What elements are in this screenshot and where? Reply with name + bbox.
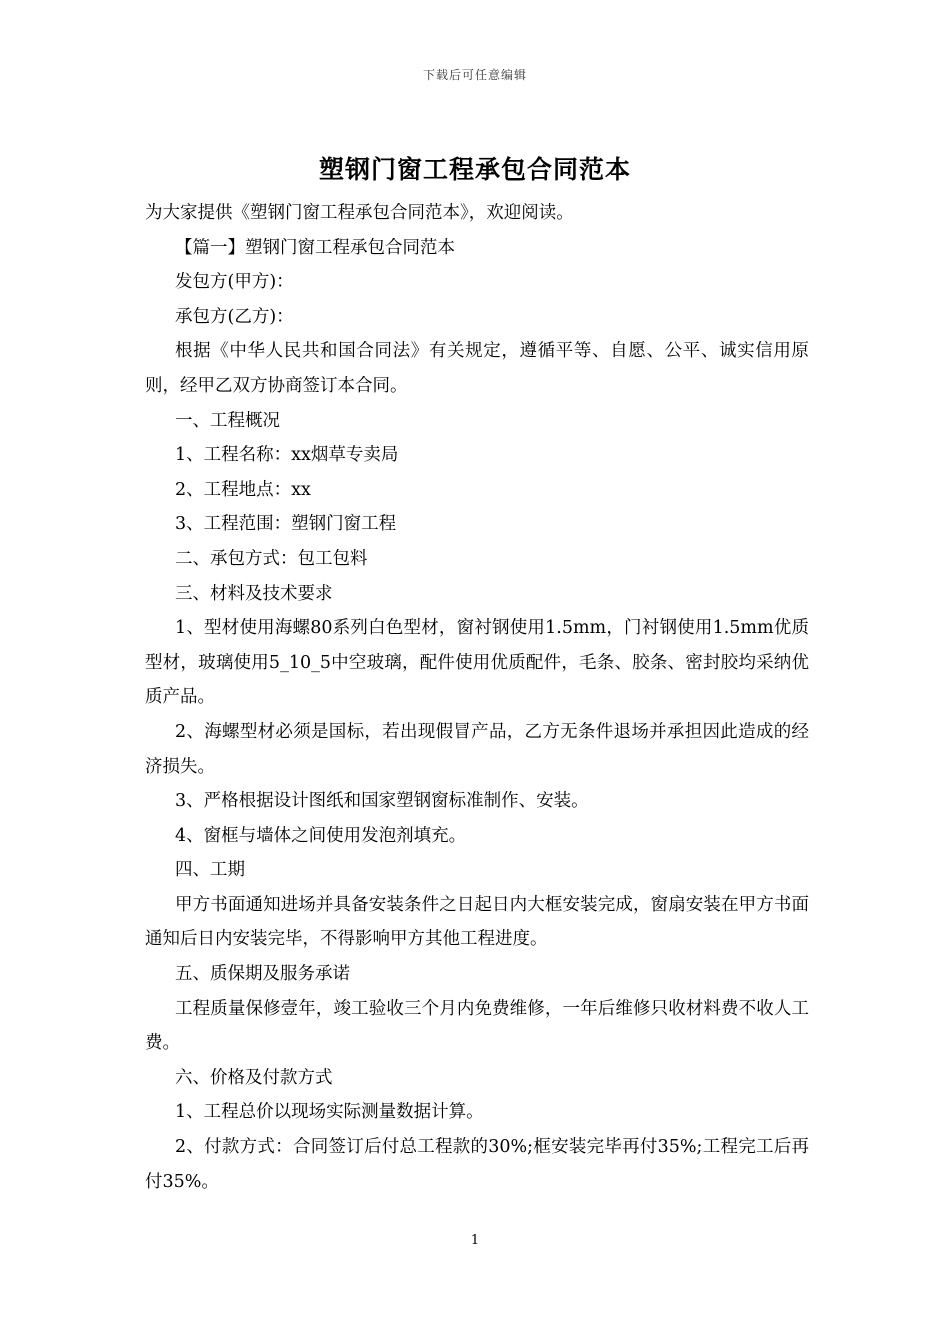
document-title: 塑钢门窗工程承包合同范本 (318, 155, 631, 184)
clause-heading-contract-mode: 二、承包方式：包工包料 (175, 548, 368, 569)
clause-item: 1、工程名称：xx烟草专卖局 (175, 445, 399, 466)
clause-heading-schedule: 四、工期 (175, 860, 245, 881)
clause-item: 2、付款方式：合同签订后付总工程款的30%;框安装完毕再付35%;工程完工后再付35%。 (145, 1137, 809, 1192)
document-body (145, 196, 809, 1199)
clause-heading-materials: 三、材料及技术要求 (175, 583, 333, 604)
clause-heading-overview: 一、工程概况 (175, 410, 280, 431)
clause-item: 甲方书面通知进场并具备安装条件之日起日内大框安装完成，窗扇安装在甲方书面通知后日内安装完毕，不得影响甲方其他工程进度。 (145, 894, 809, 950)
party-b-line: 承包方(乙方)： (175, 306, 294, 327)
section-heading-part-one: 【篇一】塑钢门窗工程承包合同范本 (175, 237, 455, 258)
clause-heading-payment: 六、价格及付款方式 (175, 1067, 333, 1088)
intro-paragraph: 为大家提供《塑钢门窗工程承包合同范本》，欢迎阅读。 (145, 203, 574, 223)
clause-item: 3、工程范围：塑钢门窗工程 (175, 514, 397, 535)
page-number: 1 (470, 1233, 480, 1248)
clause-item: 工程质量保修壹年，竣工验收三个月内免费维修，一年后维修只收材料费不收人工费。 (145, 998, 809, 1054)
clause-heading-warranty: 五、质保期及服务承诺 (175, 964, 350, 985)
clause-item: 1、型材使用海螺80系列白色型材，窗衬钢使用1.5mm，门衬钢使用1.5mm优质型材，玻璃使用5_10_5中空玻璃，配件使用优质配件，毛条、胶条、密封胶均采纳优质产品。 (145, 618, 809, 708)
clause-item: 1、工程总价以现场实际测量数据计算。 (175, 1102, 484, 1123)
preamble-paragraph: 根据《中华人民共和国合同法》有关规定，遵循平等、自愿、公平、诚实信用原则，经甲乙双方协商签订本合同。 (145, 341, 809, 396)
clause-item: 4、窗框与墙体之间使用发泡剂填充。 (175, 825, 467, 846)
party-a-line: 发包方(甲方)： (175, 272, 294, 293)
clause-item: 2、海螺型材必须是国标，若出现假冒产品，乙方无条件退场并承担因此造成的经济损失。 (145, 721, 809, 777)
clause-item: 2、工程地点：xx (175, 479, 311, 500)
header-note: 下载后可任意编辑 (422, 68, 527, 82)
clause-item: 3、严格根据设计图纸和国家塑钢窗标准制作、安装。 (175, 791, 589, 812)
